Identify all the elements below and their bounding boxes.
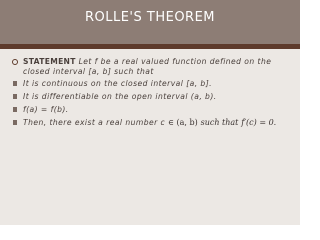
condition-list [12, 79, 296, 128]
square-bullet-icon [13, 81, 17, 86]
conclusion-equation: f′(c) = 0. [241, 118, 277, 127]
conclusion-such-that: such that [200, 118, 239, 127]
square-bullet-icon [13, 120, 17, 125]
statement-label: STATEMENT [23, 57, 76, 66]
title-divider [0, 44, 300, 49]
square-bullet-icon [13, 107, 17, 112]
conclusion-text: Then, there exist a real number c [23, 118, 166, 127]
conclusion-interval: ∈ (a, b) [168, 118, 198, 127]
list-item [12, 118, 296, 128]
square-bullet-icon [13, 94, 17, 99]
statement-text: Let f be a real valued function defined on the closed interval [a, b] such that [23, 57, 272, 76]
circle-bullet-icon [12, 59, 18, 65]
condition-differentiable: It is differentiable on the open interval (a, b). [23, 92, 217, 101]
condition-equal-endpoints: f(a) = f(b). [23, 105, 69, 114]
list-item [12, 105, 296, 115]
slide-title: ROLLE'S THEOREM [84, 10, 216, 25]
statement-paragraph [12, 57, 296, 77]
slide-content [12, 57, 296, 131]
condition-continuous: It is continuous on the closed interval [a, b]. [23, 79, 212, 88]
list-item [12, 79, 296, 89]
list-item [12, 92, 296, 102]
